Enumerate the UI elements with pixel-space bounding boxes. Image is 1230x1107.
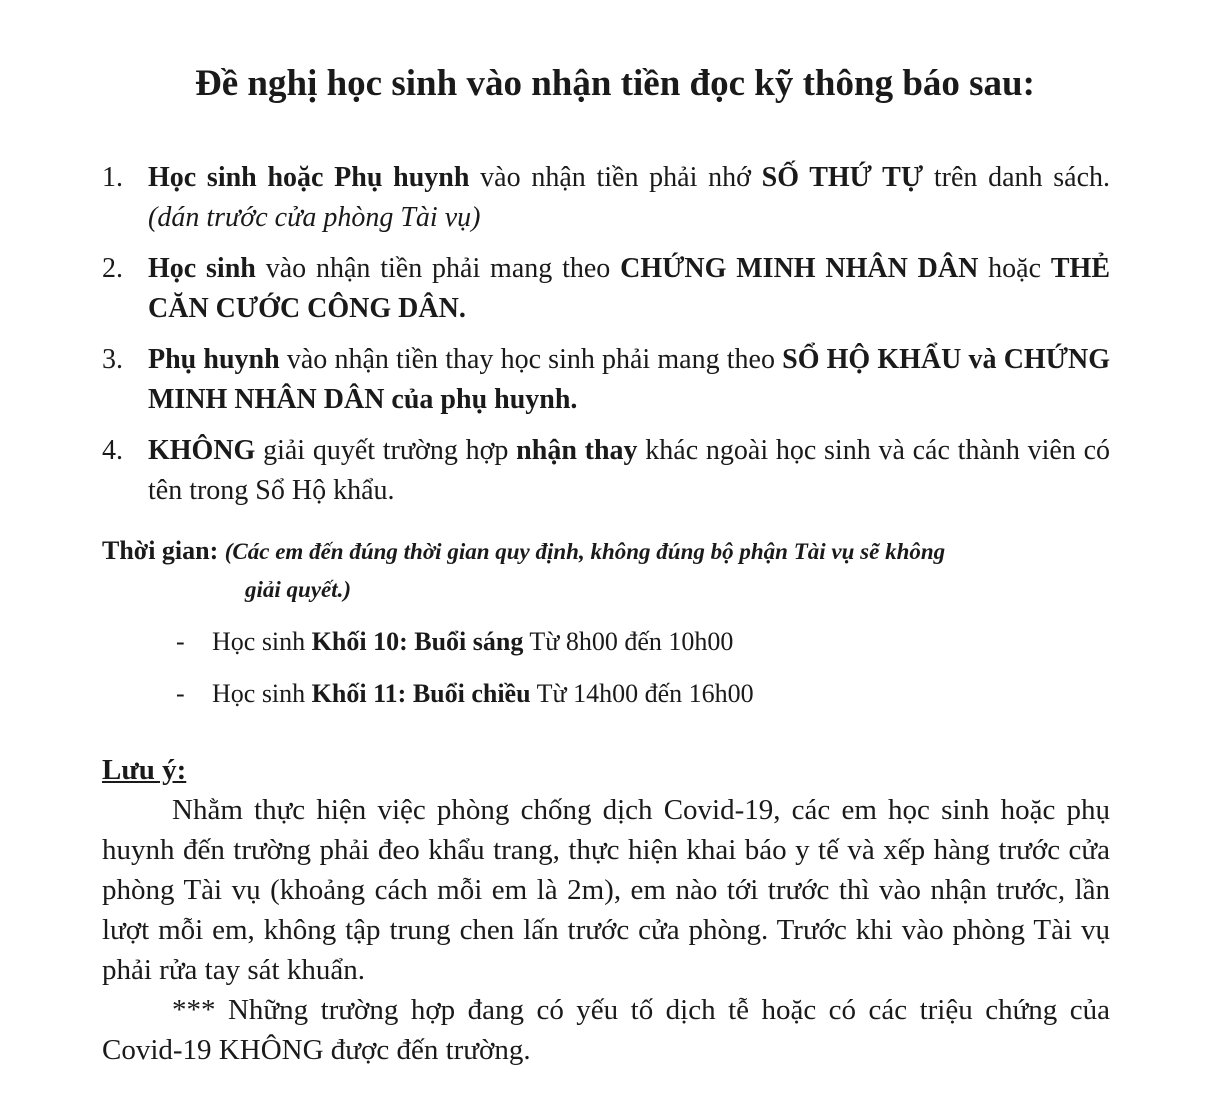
item-text-bold: KHÔNG xyxy=(148,435,256,466)
instruction-item-1 xyxy=(102,158,1110,238)
time-note: (Các em đến đúng thời gian quy định, không đúng bộ phận Tài vụ sẽ không xyxy=(224,539,946,564)
note-heading: Lưu ý: xyxy=(102,754,187,786)
schedule-session: Buổi chiều xyxy=(412,679,531,708)
list-dash: - xyxy=(176,679,185,708)
instruction-item-4 xyxy=(102,431,1110,511)
item-text: hoặc xyxy=(978,253,1051,284)
item-text: giải quyết trường hợp xyxy=(255,435,517,466)
schedule-grade: Khối 10: xyxy=(311,627,408,656)
note-paragraph: Nhằm thực hiện việc phòng chống dịch Covid-19, các em học sinh hoặc phụ huynh đến trường phải đeo khẩu trang, thực hiện khai báo y tế và xếp hàng trước cửa phòng Tài vụ (khoảng cách mỗi em là 2m), em nào tới trước thì vào nhận trước, lần lượt mỗi em, không tập trung chen lấn trước cửa phòng. Trước khi vào phòng Tài vụ phải rửa tay sát khuẩn. xyxy=(102,794,1110,986)
schedule-hours: Từ 8h00 đến 10h00 xyxy=(523,627,734,656)
schedule-prefix: Học sinh xyxy=(212,627,312,656)
note-section xyxy=(102,750,1110,1070)
item-number: 3. xyxy=(102,344,123,375)
page-title: Đề nghị học sinh vào nhận tiền đọc kỹ thông báo sau: xyxy=(195,63,1035,104)
item-text: trên danh sách. xyxy=(923,162,1110,193)
schedule-item-grade-11 xyxy=(176,668,1076,720)
item-text-bold: Phụ huynh xyxy=(148,344,280,375)
time-label: Thời gian: xyxy=(102,536,219,565)
item-text: vào nhận tiền phải nhớ xyxy=(469,162,762,193)
schedule-grade: Khối 11: xyxy=(311,679,407,708)
item-text: khác ngoài học sinh và các thành viên có tên trong Sổ Hộ khẩu. xyxy=(148,435,1110,506)
schedule-prefix: Học sinh xyxy=(212,679,312,708)
item-text-bold: THẺ CĂN CƯỚC CÔNG DÂN. xyxy=(148,253,1110,324)
item-text-bold: Học sinh hoặc Phụ huynh xyxy=(148,162,470,193)
schedule-list xyxy=(176,616,1076,720)
schedule-hours: Từ 14h00 đến 16h00 xyxy=(530,679,754,708)
time-section xyxy=(102,532,1102,609)
instruction-list xyxy=(102,158,1110,522)
item-text-italic: (dán trước cửa phòng Tài vụ) xyxy=(148,202,481,233)
schedule-session: Buổi sáng xyxy=(414,627,524,656)
item-text-bold: CHỨNG MINH NHÂN DÂN xyxy=(620,253,979,284)
item-text: vào nhận tiền thay học sinh phải mang theo xyxy=(279,344,783,375)
item-text-bold: Học sinh xyxy=(148,253,256,284)
item-text-bold: SỔ HỘ KHẨU và CHỨNG MINH NHÂN DÂN của phụ huynh. xyxy=(148,344,1110,415)
item-number: 1. xyxy=(102,162,123,193)
item-text-bold: SỐ THỨ TỰ xyxy=(761,162,924,193)
item-text-bold: nhận thay xyxy=(516,435,638,466)
note-warning-paragraph: *** Những trường hợp đang có yếu tố dịch tễ hoặc có các triệu chứng của Covid-19 KHÔNG được đến trường. xyxy=(102,994,1110,1066)
item-text: vào nhận tiền phải mang theo xyxy=(255,253,621,284)
list-dash: - xyxy=(176,627,185,656)
item-number: 4. xyxy=(102,435,123,466)
item-number: 2. xyxy=(102,253,123,284)
schedule-item-grade-10 xyxy=(176,616,1076,668)
instruction-item-3 xyxy=(102,340,1110,420)
time-note-continued: giải quyết.) xyxy=(245,577,352,602)
instruction-item-2 xyxy=(102,249,1110,329)
